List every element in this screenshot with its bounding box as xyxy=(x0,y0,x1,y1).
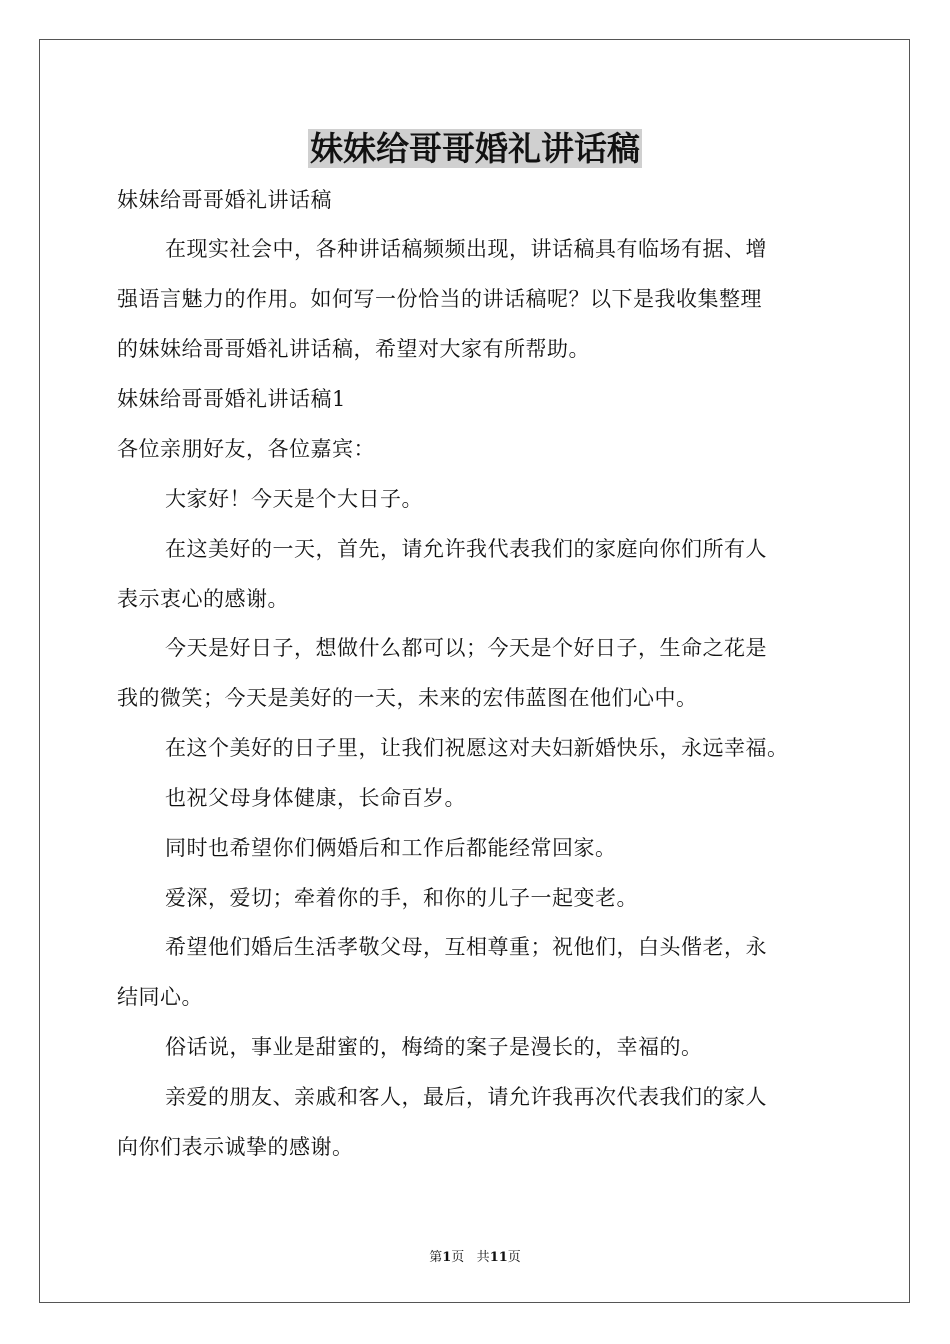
body-line: 表示衷心的感谢。 xyxy=(117,587,289,611)
body-line: 今天是好日子，想做什么都可以；今天是个好日子，生命之花是 xyxy=(165,636,767,660)
section-heading: 妹妹给哥哥婚礼讲话稿1 xyxy=(117,387,346,411)
footer-page-prefix: 第 xyxy=(429,1250,443,1265)
intro-line: 强语言魅力的作用。如何写一份恰当的讲话稿呢？以下是我收集整理 xyxy=(117,287,762,311)
document-title-text: 妹妹给哥哥婚礼讲话稿 xyxy=(310,129,640,168)
body-line: 向你们表示诚挚的感谢。 xyxy=(117,1135,354,1159)
document-subtitle: 妹妹给哥哥婚礼讲话稿 xyxy=(117,188,332,212)
footer-page-suffix: 页 xyxy=(451,1250,465,1265)
body-line: 我的微笑；今天是美好的一天，未来的宏伟蓝图在他们心中。 xyxy=(117,686,698,710)
intro-line: 的妹妹给哥哥婚礼讲话稿，希望对大家有所帮助。 xyxy=(117,337,590,361)
body-line: 在这个美好的日子里，让我们祝愿这对夫妇新婚快乐，永远幸福。 xyxy=(165,736,789,760)
footer-total-pages: 11 xyxy=(489,1250,508,1265)
body-line: 亲爱的朋友、亲戚和客人，最后，请允许我再次代表我们的家人 xyxy=(165,1085,767,1109)
body-line: 同时也希望你们俩婚后和工作后都能经常回家。 xyxy=(165,836,617,860)
document-title xyxy=(0,124,950,174)
footer-total-prefix: 共 xyxy=(476,1250,490,1265)
body-line: 希望他们婚后生活孝敬父母，互相尊重；祝他们，白头偕老，永 xyxy=(165,935,767,959)
body-line: 结同心。 xyxy=(117,985,203,1009)
page-border xyxy=(39,39,910,1303)
intro-line: 在现实社会中，各种讲话稿频频出现，讲话稿具有临场有据、增 xyxy=(165,237,767,261)
body-line: 大家好！今天是个大日子。 xyxy=(165,487,423,511)
footer-page-number: 1 xyxy=(442,1250,452,1265)
body-line: 在这美好的一天，首先，请允许我代表我们的家庭向你们所有人 xyxy=(165,537,767,561)
body-line: 也祝父母身体健康，长命百岁。 xyxy=(165,786,466,810)
greeting-line: 各位亲朋好友，各位嘉宾： xyxy=(117,437,375,461)
page-footer xyxy=(0,1248,950,1268)
body-line: 爱深，爱切；牵着你的手，和你的儿子一起变老。 xyxy=(165,886,638,910)
footer-total-suffix: 页 xyxy=(507,1250,521,1265)
body-line: 俗话说，事业是甜蜜的，梅绮的案子是漫长的，幸福的。 xyxy=(165,1035,703,1059)
